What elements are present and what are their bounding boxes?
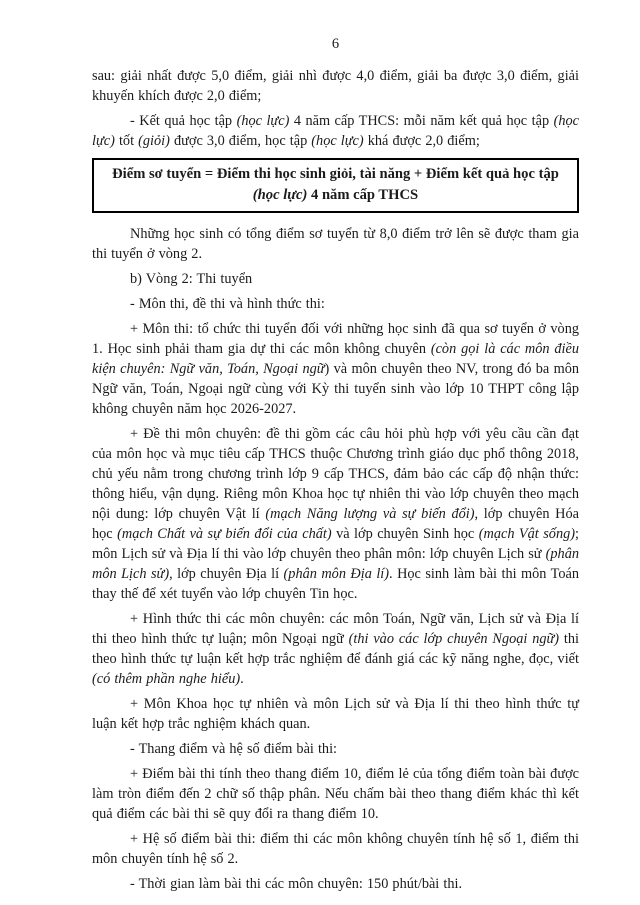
- text-run: khá được 2,0 điểm;: [363, 133, 480, 149]
- text-run: , lớp chuyên Địa lí: [169, 566, 284, 582]
- text-run: + Hình thức thi các môn chuyên: các môn Toán, Ngữ văn, Lịch sử và Địa lí thi theo hình thức tự luận; môn Ngoại ngữ: [92, 611, 579, 647]
- text-run: ) và môn chuyên theo NV, trong đó ba môn Ngữ văn, Toán, Ngoại ngữ cùng với Kỳ thi tuyển sinh vào lớp 10 THPT công lập không chuyên năm học 2026-2027.: [92, 361, 580, 417]
- text-run: và lớp chuyên Sinh học: [331, 526, 479, 542]
- para-diem-bai-thi: [92, 764, 579, 824]
- para-thoi-gian-lam-bai: [92, 874, 579, 894]
- text-run: - Môn thi, đề thi và hình thức thi:: [130, 296, 325, 312]
- text-run: thi theo hình thức tự luận kết hợp trắc nghiệm để đánh giá các kỹ năng nghe, đọc, viết: [92, 631, 580, 667]
- text-run: (có thêm phần nghe hiểu): [92, 671, 241, 687]
- text-run: (học lực): [252, 187, 308, 203]
- text-run: + Điểm bài thi tính theo thang điểm 10, điểm lẻ của tổng điểm toàn bài được làm tròn điểm đến 2 chữ số thập phân. Nếu chấm bài theo thang điểm khác thì kết quả điểm các bài thi sẽ quy đổi ra thang điểm 10.: [92, 766, 579, 822]
- text-run: sau: giải nhất được 5,0 điểm, giải nhì được 4,0 điểm, giải ba được 3,0 điểm, giải khuyến khích được 2,0 điểm;: [92, 68, 579, 104]
- document-body: [92, 66, 579, 894]
- text-run: (học lực): [92, 113, 579, 149]
- text-run: . Học sinh làm bài thi môn Toán thay thế để xét tuyển vào lớp chuyên Tin học.: [92, 566, 580, 602]
- text-run: (học lực): [236, 113, 290, 129]
- text-run: + Môn thi: tổ chức thi tuyển đối với những học sinh đã qua sơ tuyển ở vòng 1. Học sinh phải tham gia dự thi các môn không chuyên: [92, 321, 579, 357]
- formula-box: [92, 158, 579, 213]
- text-run: b) Vòng 2: Thi tuyển: [130, 271, 253, 287]
- page-number: 6: [331, 36, 340, 52]
- para-he-so-diem: [92, 829, 579, 869]
- text-run: tốt: [114, 133, 139, 149]
- text-run: .: [240, 671, 244, 687]
- text-run: - Thang điểm và hệ số điểm bài thi:: [130, 741, 338, 757]
- text-run: (còn gọi là các môn điều kiện chuyên: Ngữ văn, Toán, Ngoại ngữ: [92, 341, 579, 377]
- text-run: + Hệ số điểm bài thi: điểm thi các môn không chuyên tính hệ số 1, điểm thi môn chuyên tính hệ số 2.: [92, 831, 579, 867]
- text-run: (phân môn Địa lí): [283, 566, 390, 582]
- para-mon-thi-heading: [92, 294, 579, 314]
- text-run: + Đề thi môn chuyên: đề thi gồm các câu hỏi phù hợp với yêu cầu cần đạt của môn học và mục tiêu cấp THCS thuộc Chương trình giáo dục phổ thông 2018, chủ yếu nằm trong chương trình lớp 9 cấp THCS, đảm bảo các cấp độ nhận thức: thông hiểu, vận dụng. Riêng môn Khoa học tự nhiên thi vào lớp chuyên theo mạch nội dung: lớp chuyên Vật lí: [92, 426, 579, 522]
- text-run: Điểm sơ tuyển = Điểm thi học sinh giỏi, tài năng + Điểm kết quả học tập: [112, 166, 559, 182]
- text-run: (mạch Vật sống): [478, 526, 576, 542]
- text-run: ; môn Lịch sử và Địa lí thi vào lớp chuyên theo phân môn: lớp chuyên Lịch sử: [92, 526, 579, 562]
- text-run: 4 năm cấp THCS: [307, 187, 419, 203]
- text-run: 4 năm cấp THCS: mỗi năm kết quả học tập: [289, 113, 554, 129]
- text-run: (mạch Chất và sự biến đổi của chất): [117, 526, 332, 542]
- text-run: (phân môn Lịch sử): [92, 546, 579, 582]
- para-de-thi-mon-chuyen: [92, 424, 579, 604]
- text-run: - Kết quả học tập: [130, 113, 237, 129]
- text-run: - Thời gian làm bài thi các môn chuyên: 150 phút/bài thi.: [130, 876, 463, 892]
- text-run: (giỏi): [138, 133, 170, 149]
- text-run: (học lực): [311, 133, 364, 149]
- para-prize-points: [92, 66, 579, 106]
- text-run: + Môn Khoa học tự nhiên và môn Lịch sử và Địa lí thi theo hình thức tự luận kết hợp trắc nghiệm khách quan.: [92, 696, 579, 732]
- text-run: được 3,0 điểm, học tập: [169, 133, 312, 149]
- para-thang-diem-heading: [92, 739, 579, 759]
- text-run: , lớp chuyên Hóa học: [92, 506, 579, 542]
- para-mon-thi: [92, 319, 579, 419]
- formula-box-line: [100, 185, 571, 206]
- text-run: Những học sinh có tổng điểm sơ tuyển từ 8,0 điểm trở lên sẽ được tham gia thi tuyển ở vòng 2.: [92, 226, 579, 262]
- para-hinh-thuc-thi: [92, 609, 579, 689]
- heading-round2: [92, 269, 579, 289]
- formula-box-line: [100, 164, 571, 185]
- para-academic-results: [92, 111, 579, 151]
- text-run: (thi vào các lớp chuyên Ngoại ngữ): [348, 631, 560, 647]
- para-khtn-lichsu-dialy: [92, 694, 579, 734]
- para-so-tuyen-threshold: [92, 224, 579, 264]
- text-run: (mạch Năng lượng và sự biến đổi): [265, 506, 475, 522]
